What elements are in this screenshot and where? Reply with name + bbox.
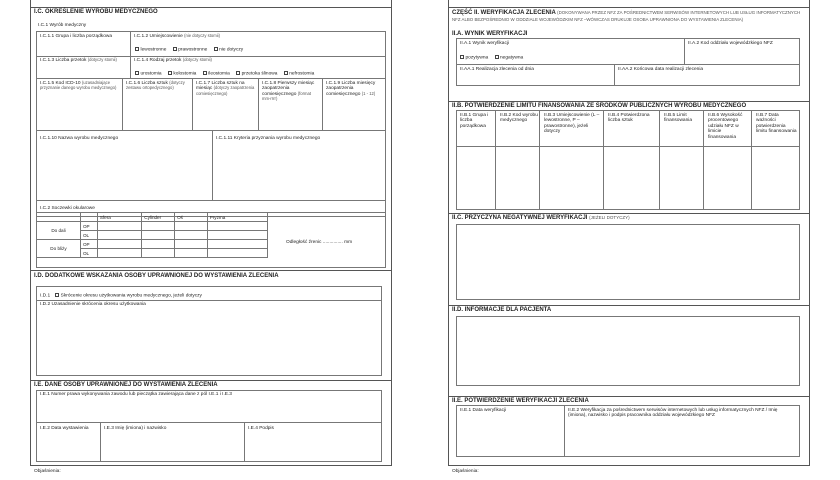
iic-input[interactable]	[456, 224, 800, 300]
right-footer-notes: Objaśnienia:	[452, 469, 479, 474]
iib-col-4[interactable]	[604, 110, 660, 210]
field-ie3-label: I.E.3 Imię (imiona) i nazwisko	[104, 426, 167, 431]
section-iib-divider	[448, 101, 810, 102]
field-ic14-options[interactable]: urostomia kolostomia ileostomia przetoka ślinowa nefrostomia	[130, 71, 314, 77]
section-ie-title: I.E. DANE OSOBY UPRAWNIONEJ DO WYSTAWIENIA ZLECENIA	[34, 382, 218, 388]
iib-col-2-label: II.B.2 Kod wyrobu medycznego	[500, 113, 538, 124]
left-footer-notes: Objaśnienia:	[34, 469, 61, 474]
section-iic-divider	[448, 213, 810, 214]
field-ic17-label: I.C.1.7 Liczba sztuk na miesiąc (dotyczy zaopatrzenia comiesięcznego)	[196, 81, 255, 96]
field-iia1-options[interactable]: pozytywna negatywna	[455, 55, 523, 61]
field-ic14-label: I.C.1.4 Rodzaj przetok (dotyczy stomii)	[134, 57, 212, 63]
field-iia2-input[interactable]	[684, 38, 685, 64]
field-ic16-input[interactable]	[122, 78, 123, 130]
iib-col-5[interactable]	[660, 110, 704, 210]
lens-eye-op: OP	[80, 240, 97, 249]
field-ic15-label: I.C.1.5 Kod ICD-10 (uzasadniające przyznanie danego wyrobu medycznego)	[40, 80, 117, 91]
field-ic110-label: I.C.1.10 Nazwa wyrobu medycznego	[40, 136, 119, 141]
iib-col-4-label: II.B.4 Potwierdzona liczba sztuk	[608, 113, 650, 124]
pupil-distance-field[interactable]: Odległość źrenic ............... mm	[286, 240, 353, 245]
field-id1[interactable]: I.D.1 Skrócenie okresu użytkowania wyrobu medycznego, jeżeli dotyczy	[40, 293, 202, 299]
field-ie4-input[interactable]	[244, 422, 245, 462]
divider-id2	[36, 300, 382, 301]
divider-ie2	[36, 422, 382, 423]
lens-col-axis: Oś	[175, 213, 208, 222]
field-ic17-input[interactable]	[192, 78, 193, 130]
lens-col-prism: Pryzma	[207, 213, 267, 222]
field-ic12-label: I.C.1.2 Umiejscowienie (nie dotyczy stomii)	[134, 33, 220, 39]
iib-col-7-label: II.B.7 Data ważności potwierdzenia limitu finansowania	[756, 113, 797, 135]
field-iie1-label: II.E.1 Data weryfikacji	[460, 408, 507, 413]
section-ie-divider	[30, 380, 392, 381]
field-ic11-label: I.C.1.1 Grupa i liczba porządkowa	[40, 34, 112, 39]
lens-group-near: Do bliży	[37, 240, 81, 258]
section-id-divider	[30, 270, 392, 271]
lens-group-far: Do dali	[37, 222, 81, 240]
field-ic18-input[interactable]	[258, 78, 259, 130]
field-ic19-input[interactable]	[322, 78, 323, 130]
part2-divider	[448, 7, 810, 8]
field-ic18-label: I.C.1.8 Pierwszy miesiąc zaopatrzenia comiesięcznego (format mm-rrrr)	[262, 81, 315, 102]
divider-ic15	[36, 78, 386, 79]
iid-input[interactable]	[456, 316, 800, 386]
lens-table	[36, 212, 268, 258]
section-ic-title: I.C. OKREŚLENIE WYROBU MEDYCZNEGO	[34, 9, 158, 15]
iib-col-3-label: II.B.3 Umiejscowienie (L – lewostronne, P – prawostronne), jeżeli dotyczy	[544, 113, 600, 135]
part2-header: CZĘŚĆ II. WERYFIKACJA ZLECENIA (DOKONYWANA PRZEZ NFZ ZA POŚREDNICTWEM SERWISÓW INTERNETOWYCH LUB USŁUG INFORMATYCZNYCH NFZ ALBO BEZPOŚREDNIO W ODDZIALE WOJEWÓDZKIM NFZ –WÓWCZAS DRUKUJE OSOBA UPRAWNIONA DO WYSTAWIENIA ZLECENIA)	[452, 10, 801, 22]
iib-row-divider	[456, 146, 800, 147]
section-id-title: I.D. DODATKOWE WSKAZANIA OSOBY UPRAWNIONEJ DO WYSTAWIENIA ZLECENIA	[34, 273, 279, 279]
field-ie3-input[interactable]	[100, 422, 101, 462]
field-ic16-label: I.C.1.6 Liczba sztuk (dotyczy zestawu ortopedycznego)	[126, 80, 185, 91]
field-ic111-input[interactable]	[36, 200, 386, 201]
section-iid-title: II.D. INFORMACJE DLA PACJENTA	[452, 307, 552, 313]
field-ic13-label: I.C.1.3 Liczba przetok (dotyczy stomii)	[40, 57, 117, 63]
iib-col-5-label: II.B.5 Limit finansowania	[664, 113, 693, 124]
field-ie2-label: I.E.2 Data wystawienia	[40, 426, 89, 431]
lens-eye-ol: OL	[80, 231, 97, 240]
field-iia1-label: II.A.1 Wynik weryfikacji	[460, 41, 510, 46]
section-iid-divider	[448, 305, 810, 306]
section-iie-divider	[448, 396, 810, 397]
lens-col-sphere: Sfera	[97, 213, 141, 222]
iib-col-1-label: II.B.1 Grupa i liczba porządkowa	[460, 113, 489, 129]
section-iic-title: II.C. PRZYCZYNA NEGATYWNEJ WERYFIKACJI (JEŻELI DOTYCZY)	[452, 215, 630, 221]
field-ic110-input[interactable]	[212, 130, 213, 200]
iib-col-6-label: II.B.6 Wysokość procentowego udziału NFZ w limicie finansowania	[708, 113, 743, 140]
divider-iiaa	[456, 64, 800, 65]
field-id2-label: I.D.2 Uzasadnienie skrócenia okresu użytkowania	[40, 302, 146, 307]
field-iiaa2-input[interactable]	[614, 64, 615, 86]
field-iie2-label: II.E.2 Weryfikacja za pośrednictwem serwisów internetowych lub usług informatycznych NFZ / Imię (imiona), nazwisko i podpis pracownika oddziału wojewódzkiego NFZ	[568, 408, 778, 419]
field-ic111-label: I.C.1.11 Kryteria przyznania wyrobu medycznego	[216, 136, 321, 141]
field-ic19-label: I.C.1.9 Liczba miesięcy zaopatrzenia comiesięcznego (1 - 12)	[326, 81, 376, 97]
field-ic12-options[interactable]: lewostronne prawostronne nie dotyczy	[130, 47, 243, 53]
lens-eye-op: OP	[80, 222, 97, 231]
section-iie-title: II.E. POTWIERDZENIE WERYFIKACJI ZLECENIA	[452, 398, 589, 404]
section-ic-divider	[30, 7, 392, 8]
field-ic2-label: I.C.2 Soczewki okularowe	[40, 206, 95, 211]
iib-col-2[interactable]	[496, 110, 540, 210]
field-ic1-label: I.C.1 Wyrób medyczny	[38, 23, 87, 28]
section-iia-title: II.A. WYNIK WERYFIKACJI	[452, 31, 528, 37]
field-iie2-input[interactable]	[564, 405, 565, 457]
section-iib-title: II.B. POTWIERDZENIE LIMITU FINANSOWANIA ZE ŚRODKÓW PUBLICZNYCH WYROBU MEDYCZNEGO	[452, 103, 747, 109]
field-iia2-label: II.A.2 Kod oddziału wojewódzkiego NFZ	[688, 41, 773, 46]
divider-ic110	[36, 130, 386, 131]
field-ie1-label: I.E.1 Numer prawa wykonywania zawodu lub pieczątka zawierająca dane z pól I.E.1 i I.E.3	[40, 392, 232, 397]
field-iiaa2-label: II.AA.2 Końcowa data realizacji zlecenia	[618, 67, 704, 72]
field-ie4-label: I.E.4 Podpis	[248, 426, 274, 431]
lens-col-cylinder: Cylinder	[142, 213, 175, 222]
lens-eye-ol: OL	[80, 249, 97, 258]
field-iiaa1-label: II.AA.1 Realizacja zlecenia od dnia	[460, 67, 534, 72]
